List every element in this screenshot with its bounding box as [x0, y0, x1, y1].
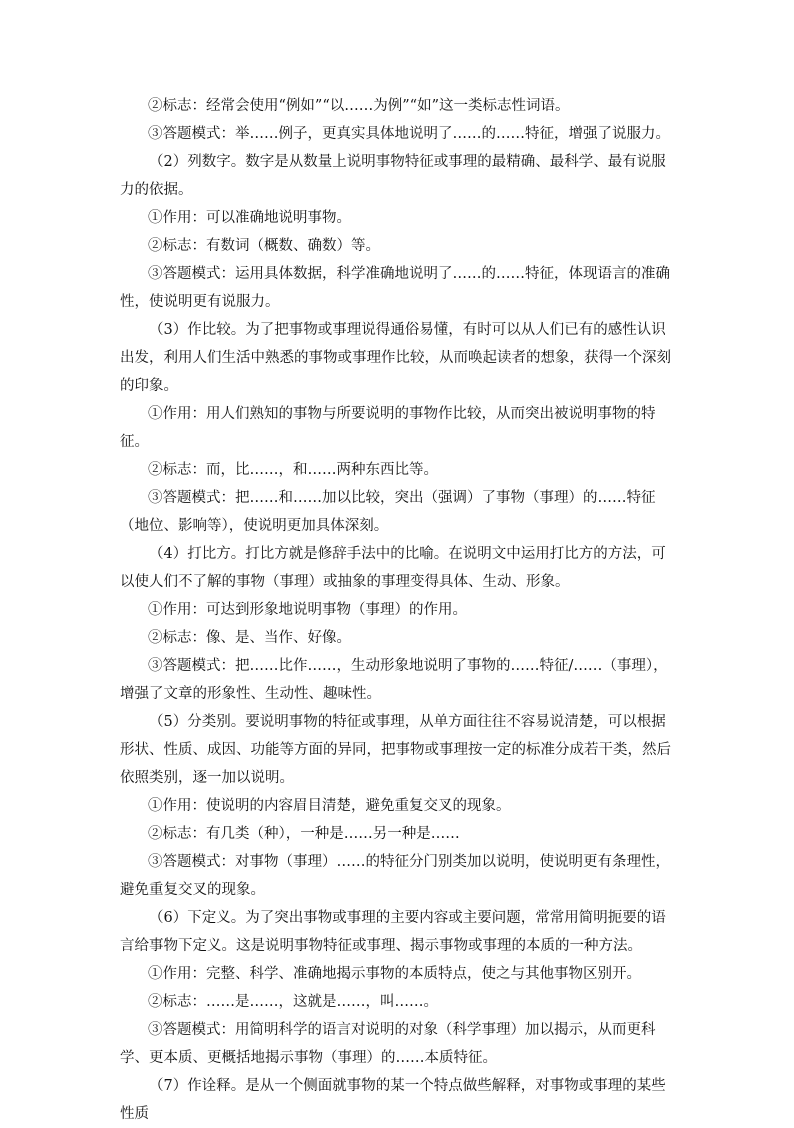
section-heading-paragraph: （7）作诠释。是从一个侧面就事物的某一个特点做些解释，对事物或事理的某些性质	[120, 1078, 666, 1122]
paragraph: ③答题模式：把……比作……，生动形象地说明了事物的……特征/……（事理），增强了文章的形象性、生动性、趣味性。	[120, 658, 668, 702]
section-heading-paragraph: （3）作比较。为了把事物或事理说得通俗易懂，有时可以从人们已有的感性认识出发，利用人们生活中熟悉的事物或事理作比较，从而唤起读者的想象，获得一个深刻的印象。	[120, 322, 671, 394]
paragraph: ③答题模式：运用具体数据，科学准确地说明了……的……特征，体现语言的准确性，使说明更有说服力。	[120, 266, 670, 310]
section-heading-paragraph: （5）分类别。要说明事物的特征或事理，从单方面往往不容易说清楚，可以根据形状、性质、成因、功能等方面的异同，把事物或事理按一定的标准分成若干类，然后依照类别，逐一加以说明。	[120, 714, 671, 786]
paragraph: ③答题模式：对事物（事理）……的特征分门别类加以说明，使说明更有条理性，避免重复交叉的现象。	[120, 854, 670, 898]
paragraph: ②标志：……是……，这就是……，叫……。	[148, 994, 438, 1010]
section-heading-paragraph: （4）打比方。打比方就是修辞手法中的比喻。在说明文中运用打比方的方法，可以使人们不了解的事物（事理）或抽象的事理变得具体、生动、形象。	[120, 546, 666, 590]
paragraph: ①作用：可达到形象地说明事物（事理）的作用。	[148, 602, 467, 618]
paragraph: ②标志：像、是、当作、好像。	[148, 630, 351, 646]
paragraph: ③答题模式：举……例子，更真实具体地说明了……的……特征，增强了说服力。	[148, 126, 670, 142]
paragraph: ②标志：经常会使用“例如”“以……为例”“如”这一类标志性词语。	[148, 98, 570, 114]
paragraph: ①作用：可以准确地说明事物。	[148, 210, 351, 226]
paragraph: ①作用：使说明的内容眉目清楚，避免重复交叉的现象。	[148, 798, 511, 814]
paragraph: ③答题模式：用简明科学的语言对说明的对象（科学事理）加以揭示，从而更科学、更本质、更概括地揭示事物（事理）的……本质特征。	[120, 1022, 656, 1066]
paragraph: ②标志：有几类（种），一种是……另一种是……	[148, 826, 460, 842]
paragraph: ②标志：而，比……，和……两种东西比等。	[148, 462, 438, 478]
paragraph: ①作用：完整、科学、准确地揭示事物的本质特点，使之与其他事物区别开。	[148, 966, 641, 982]
section-heading-paragraph: （6）下定义。为了突出事物或事理的主要内容或主要问题，常常用简明扼要的语言给事物下定义。这是说明事物特征或事理、揭示事物或事理的本质的一种方法。	[120, 910, 666, 954]
section-heading-paragraph: （2）列数字。数字是从数量上说明事物特征或事理的最精确、最科学、最有说服力的依据。	[120, 154, 666, 198]
paragraph: ③答题模式：把……和……加以比较，突出（强调）了事物（事理）的……特征（地位、影响等），使说明更加具体深刻。	[120, 490, 656, 534]
paragraph: ②标志：有数词（概数、确数）等。	[148, 238, 380, 254]
document-page	[120, 92, 680, 1128]
paragraph: ①作用：用人们熟知的事物与所要说明的事物作比较，从而突出被说明事物的特征。	[120, 406, 656, 450]
